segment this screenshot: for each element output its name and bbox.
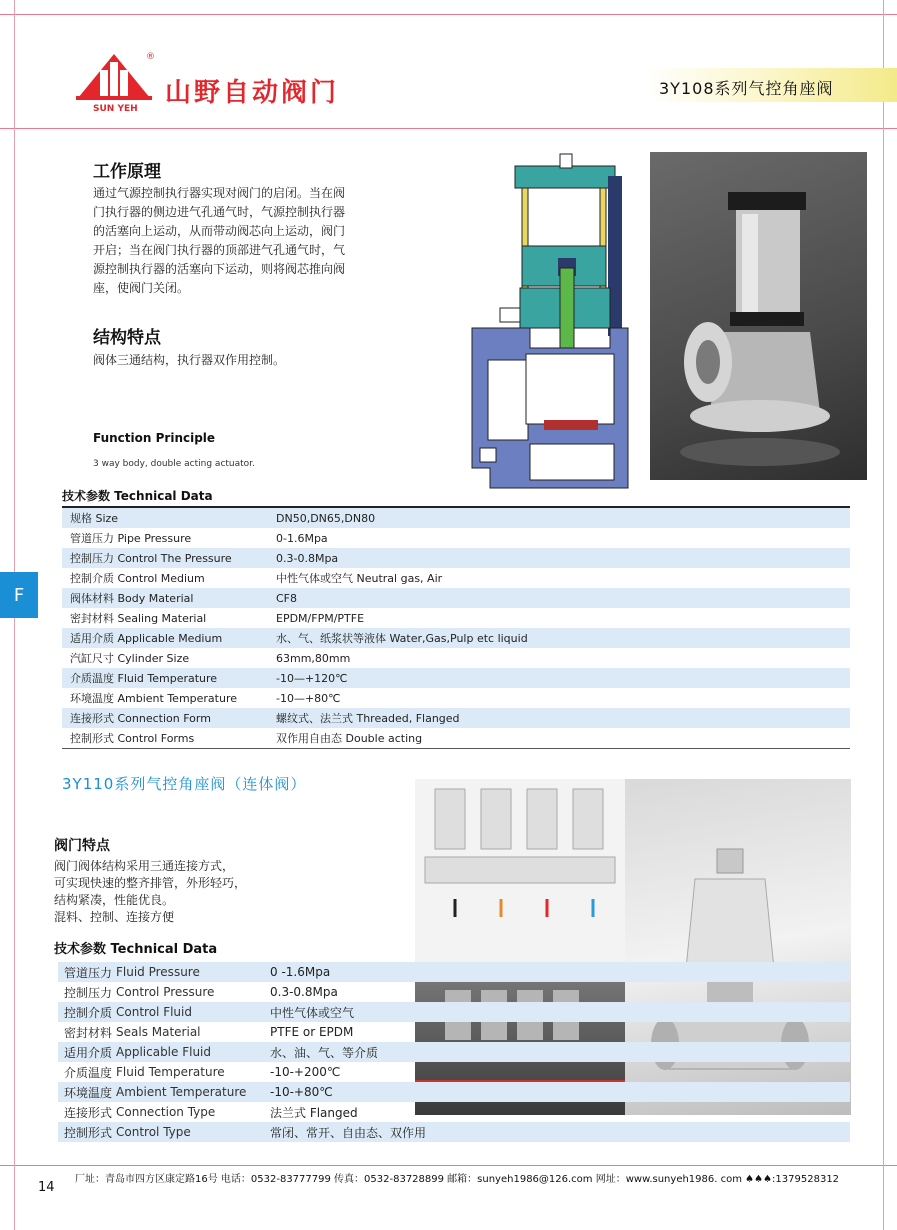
spec-key: 汽缸尺寸 Cylinder Size <box>70 652 190 665</box>
spec-key-cn: 控制介质 <box>58 1002 112 1022</box>
valve-cross-section-drawing <box>460 148 640 497</box>
tech-data-row <box>62 688 850 708</box>
tech-data-row <box>62 708 850 728</box>
spec-value: -10-+80℃ <box>260 1082 850 1102</box>
spec-key-en: Control Pressure <box>116 985 215 999</box>
tech-data-title-1: 技术参数 Technical Data <box>62 489 213 503</box>
tech-data-row <box>58 962 850 982</box>
spec-value: 中性气体或空气 Neutral gas, Air <box>276 572 443 585</box>
tech-data-row <box>62 668 850 688</box>
spec-key: 控制压力 Control The Pressure <box>62 548 268 568</box>
spec-key-cn: 控制形式 <box>58 1122 112 1142</box>
spec-value: -10—+120℃ <box>268 668 850 688</box>
valve-photo-3y108 <box>650 152 867 480</box>
function-principle-title: Function Principle <box>93 431 216 445</box>
spec-key-cn: 管道压力 <box>58 962 112 982</box>
tech-data-row <box>58 1082 850 1102</box>
spec-key: 控制形式 Control Forms <box>70 732 195 745</box>
tech-data-row <box>58 1002 850 1022</box>
spec-value: 常闭、常开、自由态、双作用 <box>260 1122 850 1142</box>
page-number: 14 <box>38 1180 55 1195</box>
tech-data-table-1 <box>62 506 850 749</box>
spec-key-cn: 连接形式 <box>64 1105 113 1120</box>
series-title: 3Y108系列气控角座阀 <box>659 79 834 98</box>
tech-data-row <box>62 648 850 668</box>
tech-data-row <box>58 1062 850 1082</box>
spec-value: 水、气、纸浆状等液体 Water,Gas,Pulp etc liquid <box>268 628 850 648</box>
spec-key-en: Control Fluid <box>112 1002 260 1022</box>
spec-value: 中性气体或空气 <box>260 1002 850 1022</box>
spec-key-en: Applicable Fluid <box>112 1042 260 1062</box>
tech-data-table-2 <box>58 962 850 1142</box>
spec-value: 法兰式 Flanged <box>270 1105 358 1120</box>
structure-text: 阀体三通结构，执行器双作用控制。 <box>93 353 286 367</box>
tech-data-row <box>58 1102 850 1122</box>
brand-logo <box>74 48 154 110</box>
spec-key-en: Fluid Pressure <box>112 962 260 982</box>
spec-value: PTFE or EPDM <box>270 1025 354 1039</box>
header-divider <box>0 128 897 129</box>
top-border-line <box>0 14 897 15</box>
tech-data-row <box>62 608 850 628</box>
spec-key-en: Fluid Temperature <box>116 1065 225 1079</box>
spec-key-en: Ambient Temperature <box>112 1082 260 1102</box>
spec-key: 连接形式 Connection Form <box>62 708 268 728</box>
spec-key: 适用介质 Applicable Medium <box>62 628 268 648</box>
footer-divider <box>0 1165 897 1166</box>
tech-data-row <box>58 1022 850 1042</box>
spec-value: 水、油、气、等介质 <box>260 1042 850 1062</box>
section-tab-f[interactable]: F <box>0 572 38 618</box>
spec-key: 环境温度 Ambient Temperature <box>70 692 238 705</box>
right-border-line <box>883 0 884 1230</box>
tech-data-row <box>62 628 850 648</box>
tech-data-row <box>58 1122 850 1142</box>
function-principle-desc: 3 way body, double acting actuator. <box>93 459 255 469</box>
principle-text: 通过气源控制执行器实现对阀门的启闭。当在阀门执行器的侧边进气孔通气时，气源控制执行器的活塞向上运动，从而带动阀芯向上运动，阀门开启；当在阀门执行器的顶部进气孔通气时，气源控制执行器的活塞向下运动，则将阀芯推向阀座，使阀门关闭。 <box>93 186 346 295</box>
spec-key-cn: 环境温度 <box>58 1082 112 1102</box>
tech-data-row <box>58 1042 850 1062</box>
spec-value: 63mm,80mm <box>276 651 351 665</box>
spec-value: -10—+80℃ <box>276 691 341 705</box>
spec-key: 密封材料 Sealing Material <box>70 612 207 625</box>
spec-key-en: Control Type <box>112 1122 260 1142</box>
spec-key: 管道压力 Pipe Pressure <box>70 532 192 545</box>
brand-name: 山野自动阀门 <box>165 78 340 108</box>
feature-line: 可实现快速的整齐排管，外形轻巧， <box>54 876 247 890</box>
spec-key: 规格 Size <box>62 507 268 528</box>
spec-value: 双作用自由态 Double acting <box>276 732 423 745</box>
spec-value: 0-1.6Mpa <box>276 531 328 545</box>
tech-data-row <box>62 728 850 749</box>
manifold-valve-photo <box>415 779 625 969</box>
tech-data-row <box>62 548 850 568</box>
spec-value: -10-+200℃ <box>270 1065 341 1079</box>
spec-key: 阀体材料 Body Material <box>62 588 268 608</box>
footer-contact: 厂址：青岛市四方区康定路16号 电话：0532-83777799 传真：0532-83728899 邮箱：sunyeh1986@126.com 网址：www.sunyeh1986. com ♠♠♠:1379528312 <box>75 1174 840 1185</box>
spec-key-cn: 适用介质 <box>58 1042 112 1062</box>
feature-title: 阀门特点 <box>54 838 110 854</box>
structure-title: 结构特点 <box>93 328 161 348</box>
spec-value: 螺纹式、法兰式 Threaded, Flanged <box>268 708 850 728</box>
brand-english: SUN YEH <box>93 104 138 114</box>
registered-mark: ® <box>146 52 155 62</box>
spec-key-cn: 介质温度 <box>64 1065 113 1080</box>
spec-value: 0 -1.6Mpa <box>260 962 850 982</box>
spec-value: DN50,DN65,DN80 <box>268 507 850 528</box>
tech-data-row <box>62 507 850 528</box>
feature-line: 结构紧凑，性能优良。 <box>54 893 175 907</box>
series-3y110-title: 3Y110系列气控角座阀（连体阀） <box>62 775 307 793</box>
feature-text <box>54 858 246 926</box>
spec-key-cn: 控制压力 <box>64 985 113 1000</box>
spec-key: 介质温度 Fluid Temperature <box>62 668 268 688</box>
feature-line: 阀门阀体结构采用三通连接方式， <box>54 859 235 873</box>
principle-title: 工作原理 <box>93 162 161 182</box>
tech-data-row <box>62 528 850 548</box>
tech-data-row <box>62 588 850 608</box>
spec-value: EPDM/FPM/PTFE <box>276 611 365 625</box>
spec-key-en: Seals Material <box>116 1025 201 1039</box>
spec-key-cn: 密封材料 <box>64 1025 113 1040</box>
tech-data-title-2: 技术参数 Technical Data <box>54 942 218 957</box>
spec-key: 控制介质 Control Medium <box>70 572 205 585</box>
tech-data-row <box>58 982 850 1002</box>
tech-data-row <box>62 568 850 588</box>
feature-line: 混料、控制、连接方便 <box>54 910 175 924</box>
spec-value: 0.3-0.8Mpa <box>270 985 338 999</box>
spec-value: CF8 <box>268 588 850 608</box>
spec-value: 0.3-0.8Mpa <box>268 548 850 568</box>
spec-key-en: Connection Type <box>116 1105 216 1119</box>
